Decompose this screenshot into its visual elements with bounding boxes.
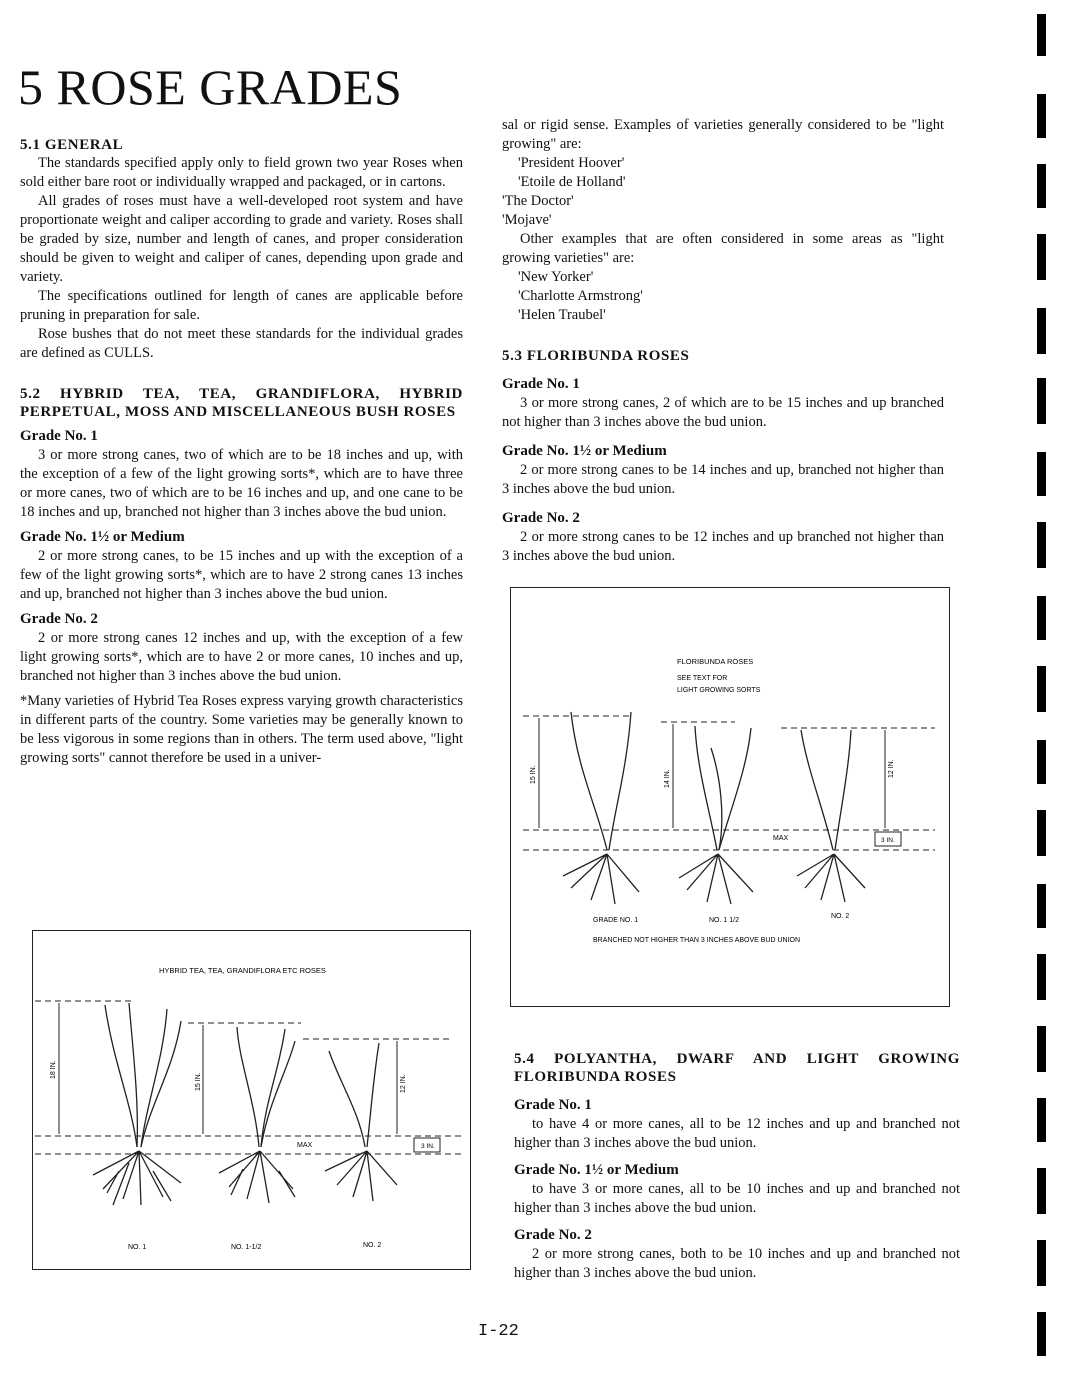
binding-mark	[1037, 954, 1046, 1000]
section-5-1-heading: 5.1 GENERAL	[20, 137, 124, 153]
fig-right-measure-2: 14 IN.	[664, 769, 671, 788]
section-5-2-heading: 5.2 HYBRID TEA, TEA, GRANDIFLORA, HYBRID PERPETUAL, MOSS AND MISCELLANEOUS BUSH ROSES	[20, 386, 463, 420]
fig-right-max: MAX	[773, 835, 789, 842]
binding-mark	[1037, 522, 1046, 568]
binding-mark	[1037, 378, 1046, 424]
rose-plant-3	[325, 1043, 397, 1201]
binding-mark	[1037, 14, 1046, 56]
page-title: 5 ROSE GRADES	[18, 59, 403, 115]
fig-right-title: FLORIBUNDA ROSES	[677, 657, 754, 666]
section-5-4-heading: 5.4 POLYANTHA, DWARF AND LIGHT GROWING FLORIBUNDA ROSES	[514, 1051, 960, 1085]
s53-grade-2-label: Grade No. 2	[502, 510, 580, 526]
fig-left-3in: 3 IN.	[421, 1143, 435, 1150]
light-growing-continuation: sal or rigid sense. Examples of varieties generally considered to be "light growing" are:	[502, 117, 944, 152]
fig-right-label-2: NO. 1 1/2	[709, 917, 739, 924]
fig-right-label-3: NO. 2	[831, 913, 850, 920]
binding-mark	[1037, 1240, 1046, 1286]
s54-grade-2-label: Grade No. 2	[514, 1227, 592, 1243]
s52-grade-1-text: 3 or more strong canes, two of which are to be 18 inches and up, with the exception of a few of the light growing sorts*, which are to have three or more canes, two of which are to be 16 inches and up, and one cane to be 18 inches and up, branched not higher than 3 inches above the bud union.	[20, 447, 463, 520]
rose-plant-2	[679, 726, 753, 904]
fig-right-sub-2: LIGHT GROWING SORTS	[677, 687, 761, 694]
s52-grade-1-label: Grade No. 1	[20, 428, 98, 444]
fig-right-label-1: GRADE NO. 1	[593, 917, 639, 924]
variety-item: 'President Hoover'	[518, 155, 625, 171]
s54-grade-1-5-text: to have 3 or more canes, all to be 10 inches and up and branched not higher than 3 inches above the bud union.	[514, 1181, 960, 1216]
s52-grade-1-5-label: Grade No. 1½ or Medium	[20, 529, 185, 545]
rose-plant-1	[563, 712, 639, 904]
s54-grade-1-text: to have 4 or more canes, all to be 12 inches and up and branched not higher than 3 inches above the bud union.	[514, 1116, 960, 1151]
s54-grade-2-text: 2 or more strong canes, both to be 10 inches and up and branched not higher than 3 inches above the bud union.	[514, 1246, 960, 1281]
rose-plant-3	[797, 730, 865, 902]
binding-mark	[1037, 452, 1046, 496]
variety-item: 'Etoile de Holland'	[518, 174, 626, 190]
fig-left-title: HYBRID TEA, TEA, GRANDIFLORA ETC ROSES	[159, 966, 326, 975]
s53-grade-1-5-label: Grade No. 1½ or Medium	[502, 443, 667, 459]
fig-right-measure-3: 12 IN.	[888, 759, 895, 778]
s52-grade-2-label: Grade No. 2	[20, 611, 98, 627]
binding-mark	[1037, 164, 1046, 208]
section-5-3-heading: 5.3 FLORIBUNDA ROSES	[502, 348, 690, 364]
variety-item: 'Mojave'	[502, 212, 552, 228]
rose-plant-1	[93, 1003, 181, 1205]
variety-item: 'The Doctor'	[502, 193, 574, 209]
s51-paragraph-3: The specifications outlined for length of canes are applicable before pruning in preparation for sale.	[20, 288, 463, 323]
variety-item: 'Helen Traubel'	[518, 307, 606, 323]
binding-mark	[1037, 234, 1046, 280]
fig-right-caption: BRANCHED NOT HIGHER THAN 3 INCHES ABOVE BUD UNION	[593, 937, 801, 944]
s53-grade-1-text: 3 or more strong canes, 2 of which are to be 15 inches and up branched not higher than 3 inches above the bud union.	[502, 395, 944, 430]
figure-hybrid-tea	[32, 930, 471, 1270]
s51-paragraph-2: All grades of roses must have a well-developed root system and have proportionate weight and caliper according to grade and variety. Roses shall be graded by size, number and length of canes, and proper consideration should be given to weight and caliper of canes, depending upon grade and variety.	[20, 193, 463, 285]
figure-hybrid-tea-drawing	[33, 931, 470, 1269]
s53-grade-1-label: Grade No. 1	[502, 376, 580, 392]
fig-left-max: MAX	[297, 1142, 313, 1149]
fig-left-label-2: NO. 1-1/2	[231, 1244, 262, 1251]
fig-right-sub-1: SEE TEXT FOR	[677, 675, 728, 682]
s52-footnote: *Many varieties of Hybrid Tea Roses express varying growth characteristics in different parts of the country. Some varieties may be generally known to be less vigorous in some regions than in others. The term used above, "light growing sorts" cannot therefore be used in a univer-	[20, 693, 463, 766]
binding-mark	[1037, 810, 1046, 856]
fig-left-label-3: NO. 2	[363, 1242, 382, 1249]
right-column-top	[502, 116, 944, 566]
binding-mark	[1037, 1312, 1046, 1356]
s53-grade-1-5-text: 2 or more strong canes to be 14 inches and up, branched not higher than 3 inches above the bud union.	[502, 462, 944, 497]
binding-mark	[1037, 308, 1046, 354]
s52-grade-2-text: 2 or more strong canes 12 inches and up, with the exception of a few light growing sorts*, which are to have 2 or more canes, 10 inches and up, branched not higher than 3 inches above the bud union.	[20, 630, 463, 684]
s54-grade-1-5-label: Grade No. 1½ or Medium	[514, 1162, 679, 1178]
left-column	[20, 136, 463, 768]
other-examples-text: Other examples that are often considered in some areas as "light growing varieties" are:	[502, 231, 944, 266]
rose-plant-2	[219, 1027, 295, 1203]
s53-grade-2-text: 2 or more strong canes to be 12 inches and up branched not higher than 3 inches above the bud union.	[502, 529, 944, 564]
binding-mark	[1037, 1168, 1046, 1214]
right-column-bottom	[514, 1050, 960, 1283]
s54-grade-1-label: Grade No. 1	[514, 1097, 592, 1113]
fig-right-3in: 3 IN.	[881, 837, 895, 844]
binding-mark	[1037, 884, 1046, 928]
binding-mark	[1037, 1098, 1046, 1142]
fig-left-measure-2: 15 IN.	[195, 1072, 202, 1091]
figure-floribunda-drawing	[511, 588, 949, 1006]
figure-floribunda	[510, 587, 950, 1007]
fig-right-measure-1: 15 IN.	[530, 765, 537, 784]
binding-mark	[1037, 740, 1046, 784]
variety-item: 'Charlotte Armstrong'	[518, 288, 643, 304]
binding-mark	[1037, 94, 1046, 138]
fig-left-measure-1: 18 IN.	[50, 1060, 57, 1079]
page-number: I-22	[478, 1322, 519, 1341]
binding-mark	[1037, 666, 1046, 712]
variety-item: 'New Yorker'	[518, 269, 594, 285]
binding-mark	[1037, 1026, 1046, 1072]
binding-mark	[1037, 596, 1046, 640]
fig-left-label-1: NO. 1	[128, 1244, 147, 1251]
fig-left-measure-3: 12 IN.	[400, 1074, 407, 1093]
s51-paragraph-4: Rose bushes that do not meet these standards for the individual grades are defined as CULLS.	[20, 326, 463, 361]
s51-paragraph-1: The standards specified apply only to field grown two year Roses when sold either bare root or individually wrapped and packaged, or in cartons.	[20, 155, 463, 190]
s52-grade-1-5-text: 2 or more strong canes, to be 15 inches and up with the exception of a few of the light growing sorts*, which are to have 2 strong canes 13 inches and up, branched not higher than 3 inches above the bud union.	[20, 548, 463, 602]
